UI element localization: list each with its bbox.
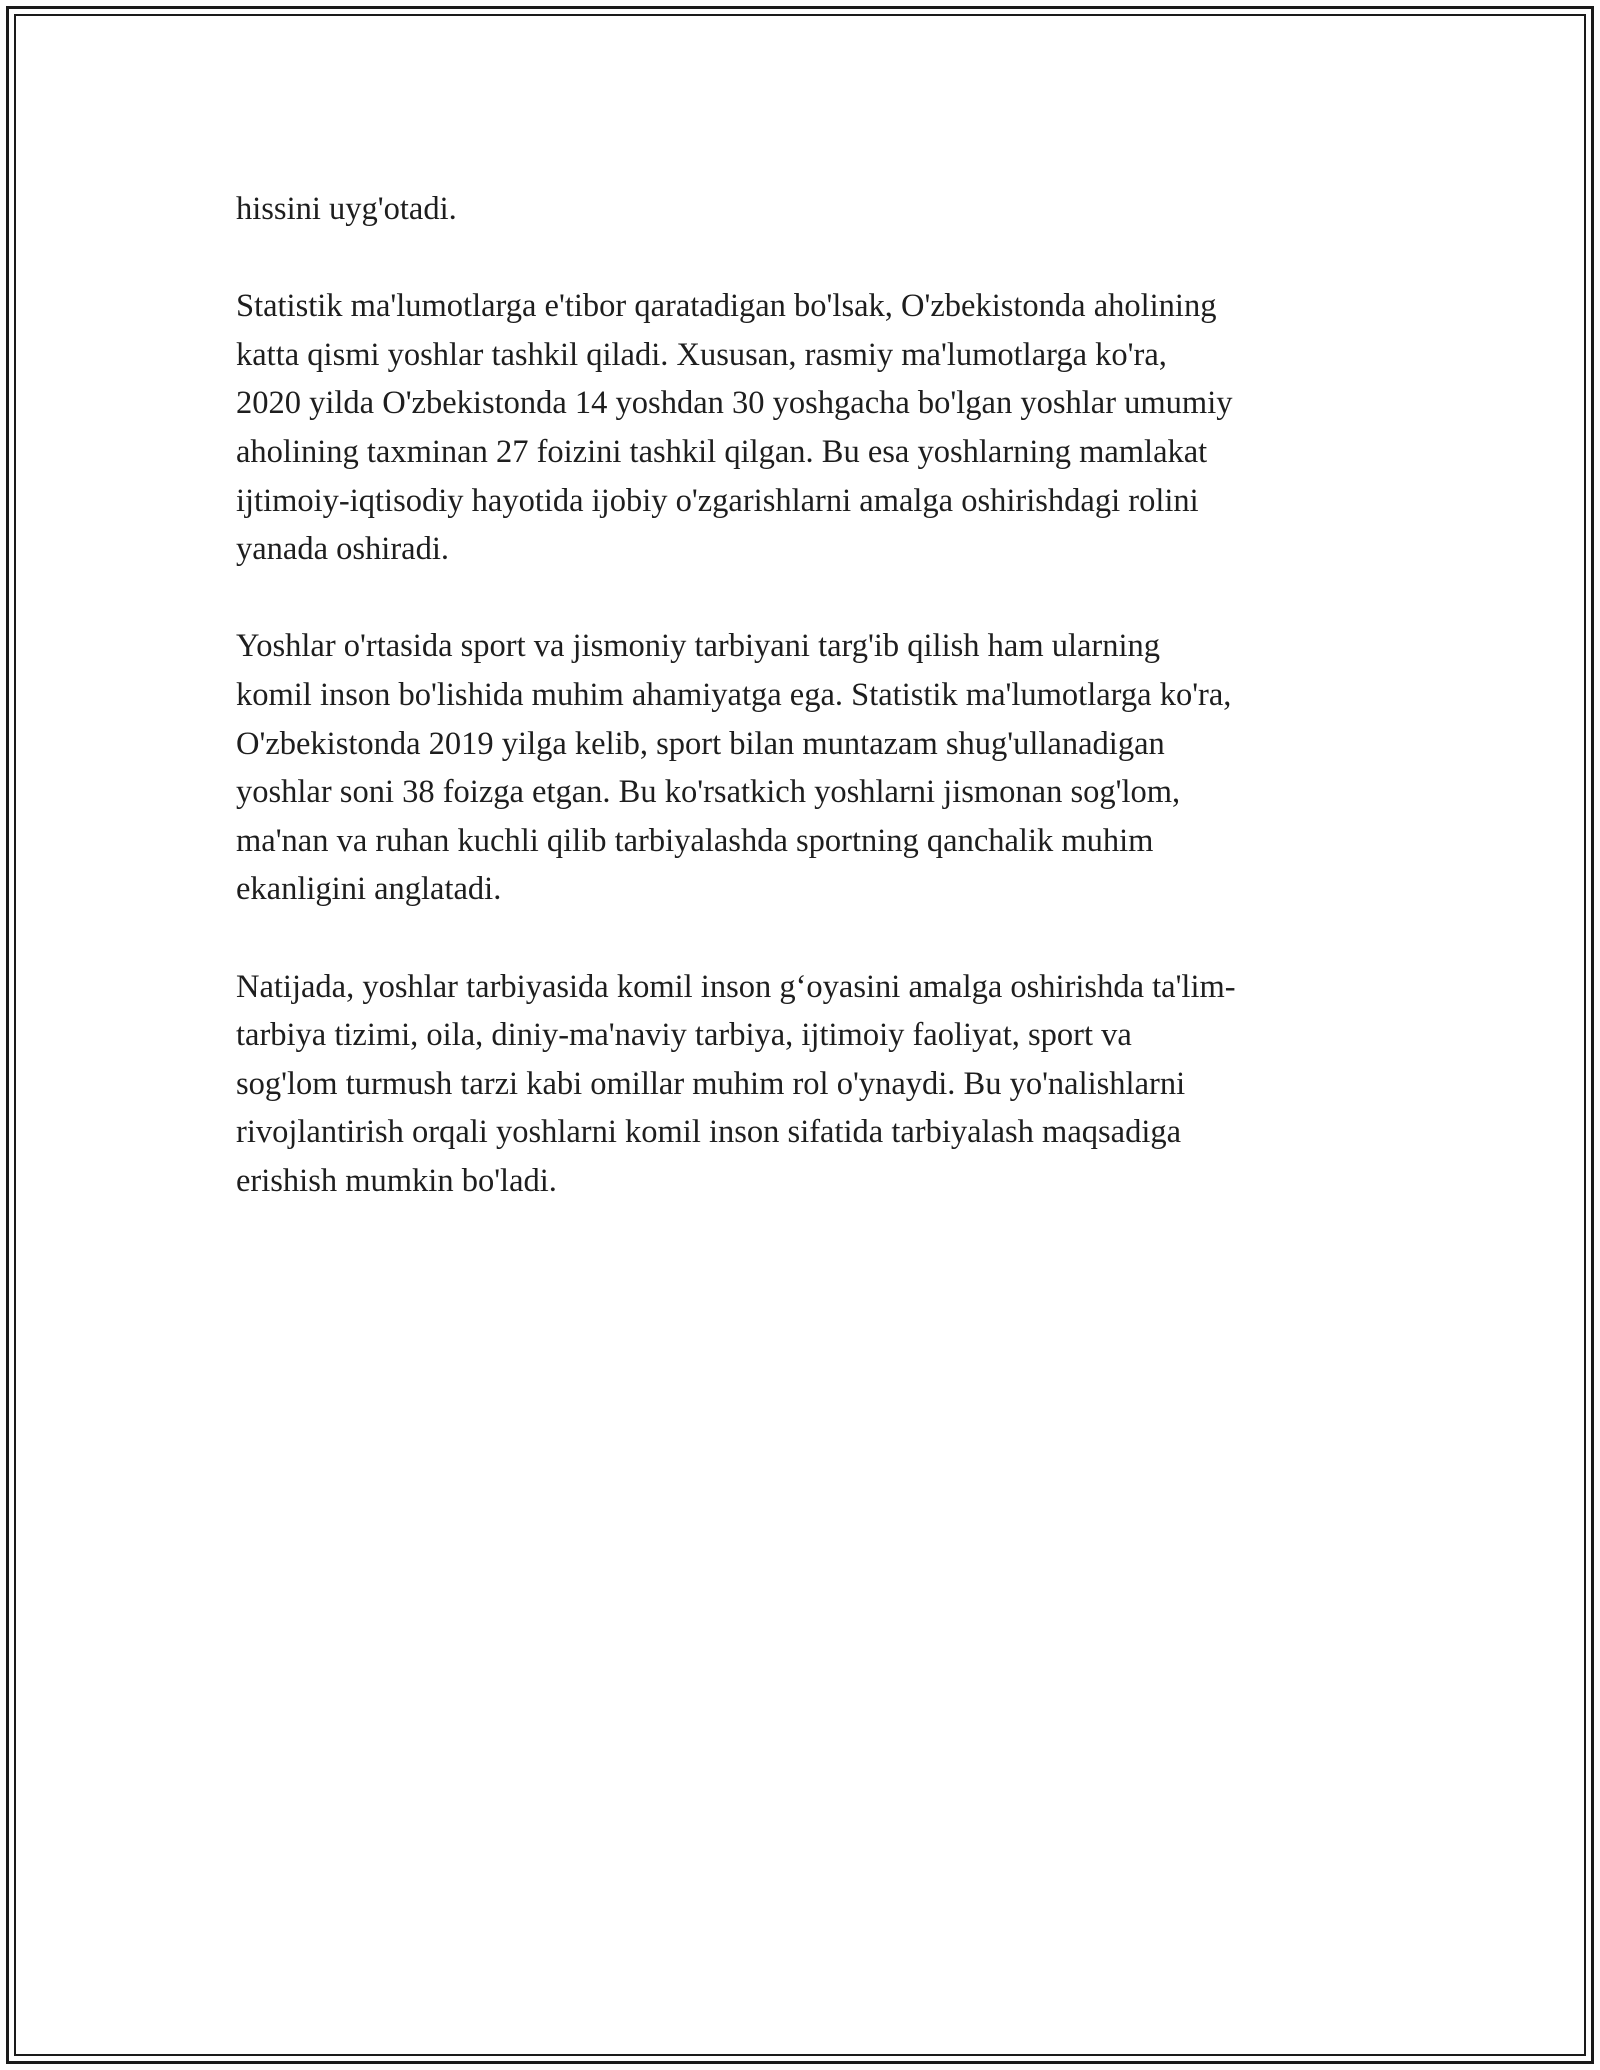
- document-body: [236, 185, 1366, 1254]
- paragraph-sport-education: Yoshlar o'rtasida sport va jismoniy tarbiyani targ'ib qilish ham ularning komil inson bo'lishida muhim ahamiyatga ega. Statistik ma'lumotlarga ko'ra, O'zbekistonda 2019 yilga kelib, sport bilan muntazam shug'ullanadigan yoshlar soni 38 foizga etgan. Bu ko'rsatkich yoshlarni jismonan sog'lom, ma'nan va ruhan kuchli qilib tarbiyalashda sportning qanchalik muhim ekanligini anglatadi.: [236, 628, 1232, 908]
- paragraph-youth-statistics: Statistik ma'lumotlarga e'tibor qaratadigan bo'lsak, O'zbekistonda aholining katta qismi yoshlar tashkil qiladi. Xususan, rasmiy ma'lumotlarga ko'ra, 2020 yilda O'zbekistonda 14 yoshdan 30 yoshgacha bo'lgan yoshlar umumiy aholining taxminan 27 foizini tashkil qilgan. Bu esa yoshlarning mamlakat ijtimoiy-iqtisodiy hayotida ijobiy o'zgarishlarni amalga oshirishdagi rolini yanada oshiradi.: [236, 288, 1233, 568]
- paragraph-continuation: hissini uyg'otadi.: [236, 191, 457, 227]
- paragraph-conclusion: Natijada, yoshlar tarbiyasida komil inson g‘oyasini amalga oshirishda ta'lim- tarbiya tizimi, oila, diniy-ma'naviy tarbiya, ijtimoiy faoliyat, sport va sog'lom turmush tarzi kabi omillar muhim rol o'ynaydi. Bu yo'nalishlarni rivojlantirish orqali yoshlarni komil inson sifatida tarbiyalash maqsadiga erishish mumkin bo'ladi.: [236, 968, 1236, 1199]
